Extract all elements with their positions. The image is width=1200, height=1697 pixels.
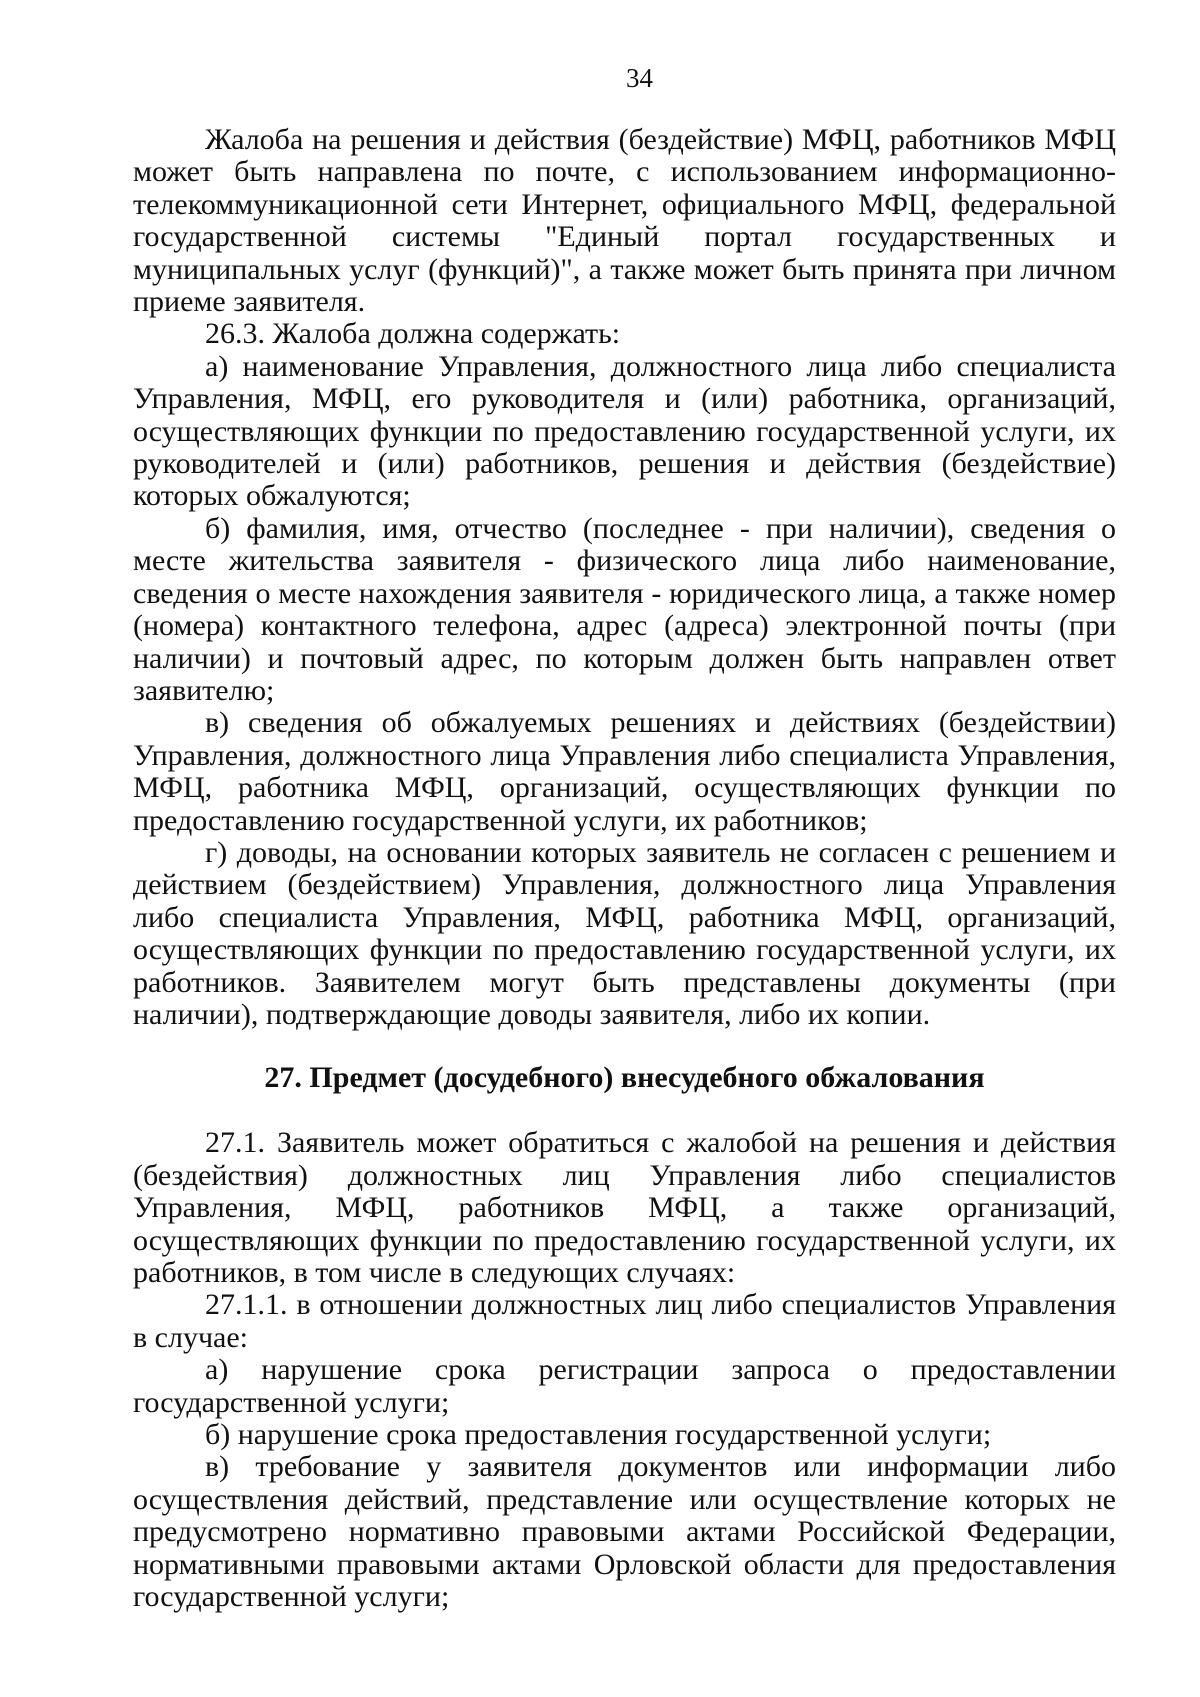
paragraph-complaint-channels: Жалоба на решения и действия (бездействие) МФЦ, работников МФЦ может быть направлена по почте, с использованием информационно-телекоммуникационной сети Интернет, официального МФЦ, федеральной государственной системы "Единый портал государственных и муниципальных услуг (функций)", а также может быть принята при личном приеме заявителя. — [133, 123, 1116, 319]
paragraph-item-b: б) фамилия, имя, отчество (последнее - при наличии), сведения о месте жительства заявителя - физического лица либо наименование, сведения о месте нахождения заявителя - юридического лица, а также номер (номера) контактного телефона, адрес (адреса) электронной почты (при наличии) и почтовый адрес, по которым должен быть направлен ответ заявителю; — [133, 511, 1116, 707]
paragraph-27-item-a: а) нарушение срока регистрации запроса о предоставлении государственной услуги; — [133, 1353, 1116, 1419]
paragraph-item-a: а) наименование Управления, должностного лица либо специалиста Управления, МФЦ, его руководителя и (или) работника, организаций, осуществляющих функции по предоставлению государственной услуги, их руководителей и (или) работников, решения и действия (бездействие) которых обжалуются; — [133, 349, 1116, 513]
paragraph-27-item-b: б) нарушение срока предоставления государственной услуги; — [205, 1418, 992, 1452]
page-number: 34 — [626, 63, 653, 93]
document-page — [133, 62, 1116, 1613]
paragraph-27-1: 27.1. Заявитель может обратиться с жалобой на решения и действия (бездействия) должностных лиц Управления либо специалистов Управления, МФЦ, работников МФЦ, а также организаций, осуществляющих функции по предоставлению государственной услуги, их работников, в том числе в следующих случаях: — [133, 1126, 1116, 1289]
paragraph-27-1-1: 27.1.1. в отношении должностных лиц либо специалистов Управления в случае: — [133, 1288, 1116, 1354]
paragraph-26-3: 26.3. Жалоба должна содержать: — [205, 317, 621, 351]
paragraph-item-g: г) доводы, на основании которых заявитель не согласен с решением и действием (бездействием) Управления, должностного лица Управления либо специалиста Управления, МФЦ, работника МФЦ, организаций, осуществляющих функции по предоставлению государственной услуги, их работников. Заявителем могут быть представлены документы (при наличии), подтверждающие доводы заявителя, либо их копии. — [133, 835, 1116, 1031]
paragraph-item-v: в) сведения об обжалуемых решениях и действиях (бездействии) Управления, должностного лица Управления либо специалиста Управления, МФЦ, работника МФЦ, организаций, осуществляющих функции по предоставлению государственной услуги, их работников; — [133, 706, 1116, 837]
section-heading-27: 27. Предмет (досудебного) внесудебного обжалования — [264, 1061, 985, 1095]
paragraph-27-item-v: в) требование у заявителя документов или информации либо осуществления действий, представление или осуществление которых не предусмотрено нормативно правовыми актами Российской Федерации, нормативными правовыми актами Орловской области для предоставления государственной услуги; — [133, 1450, 1116, 1614]
